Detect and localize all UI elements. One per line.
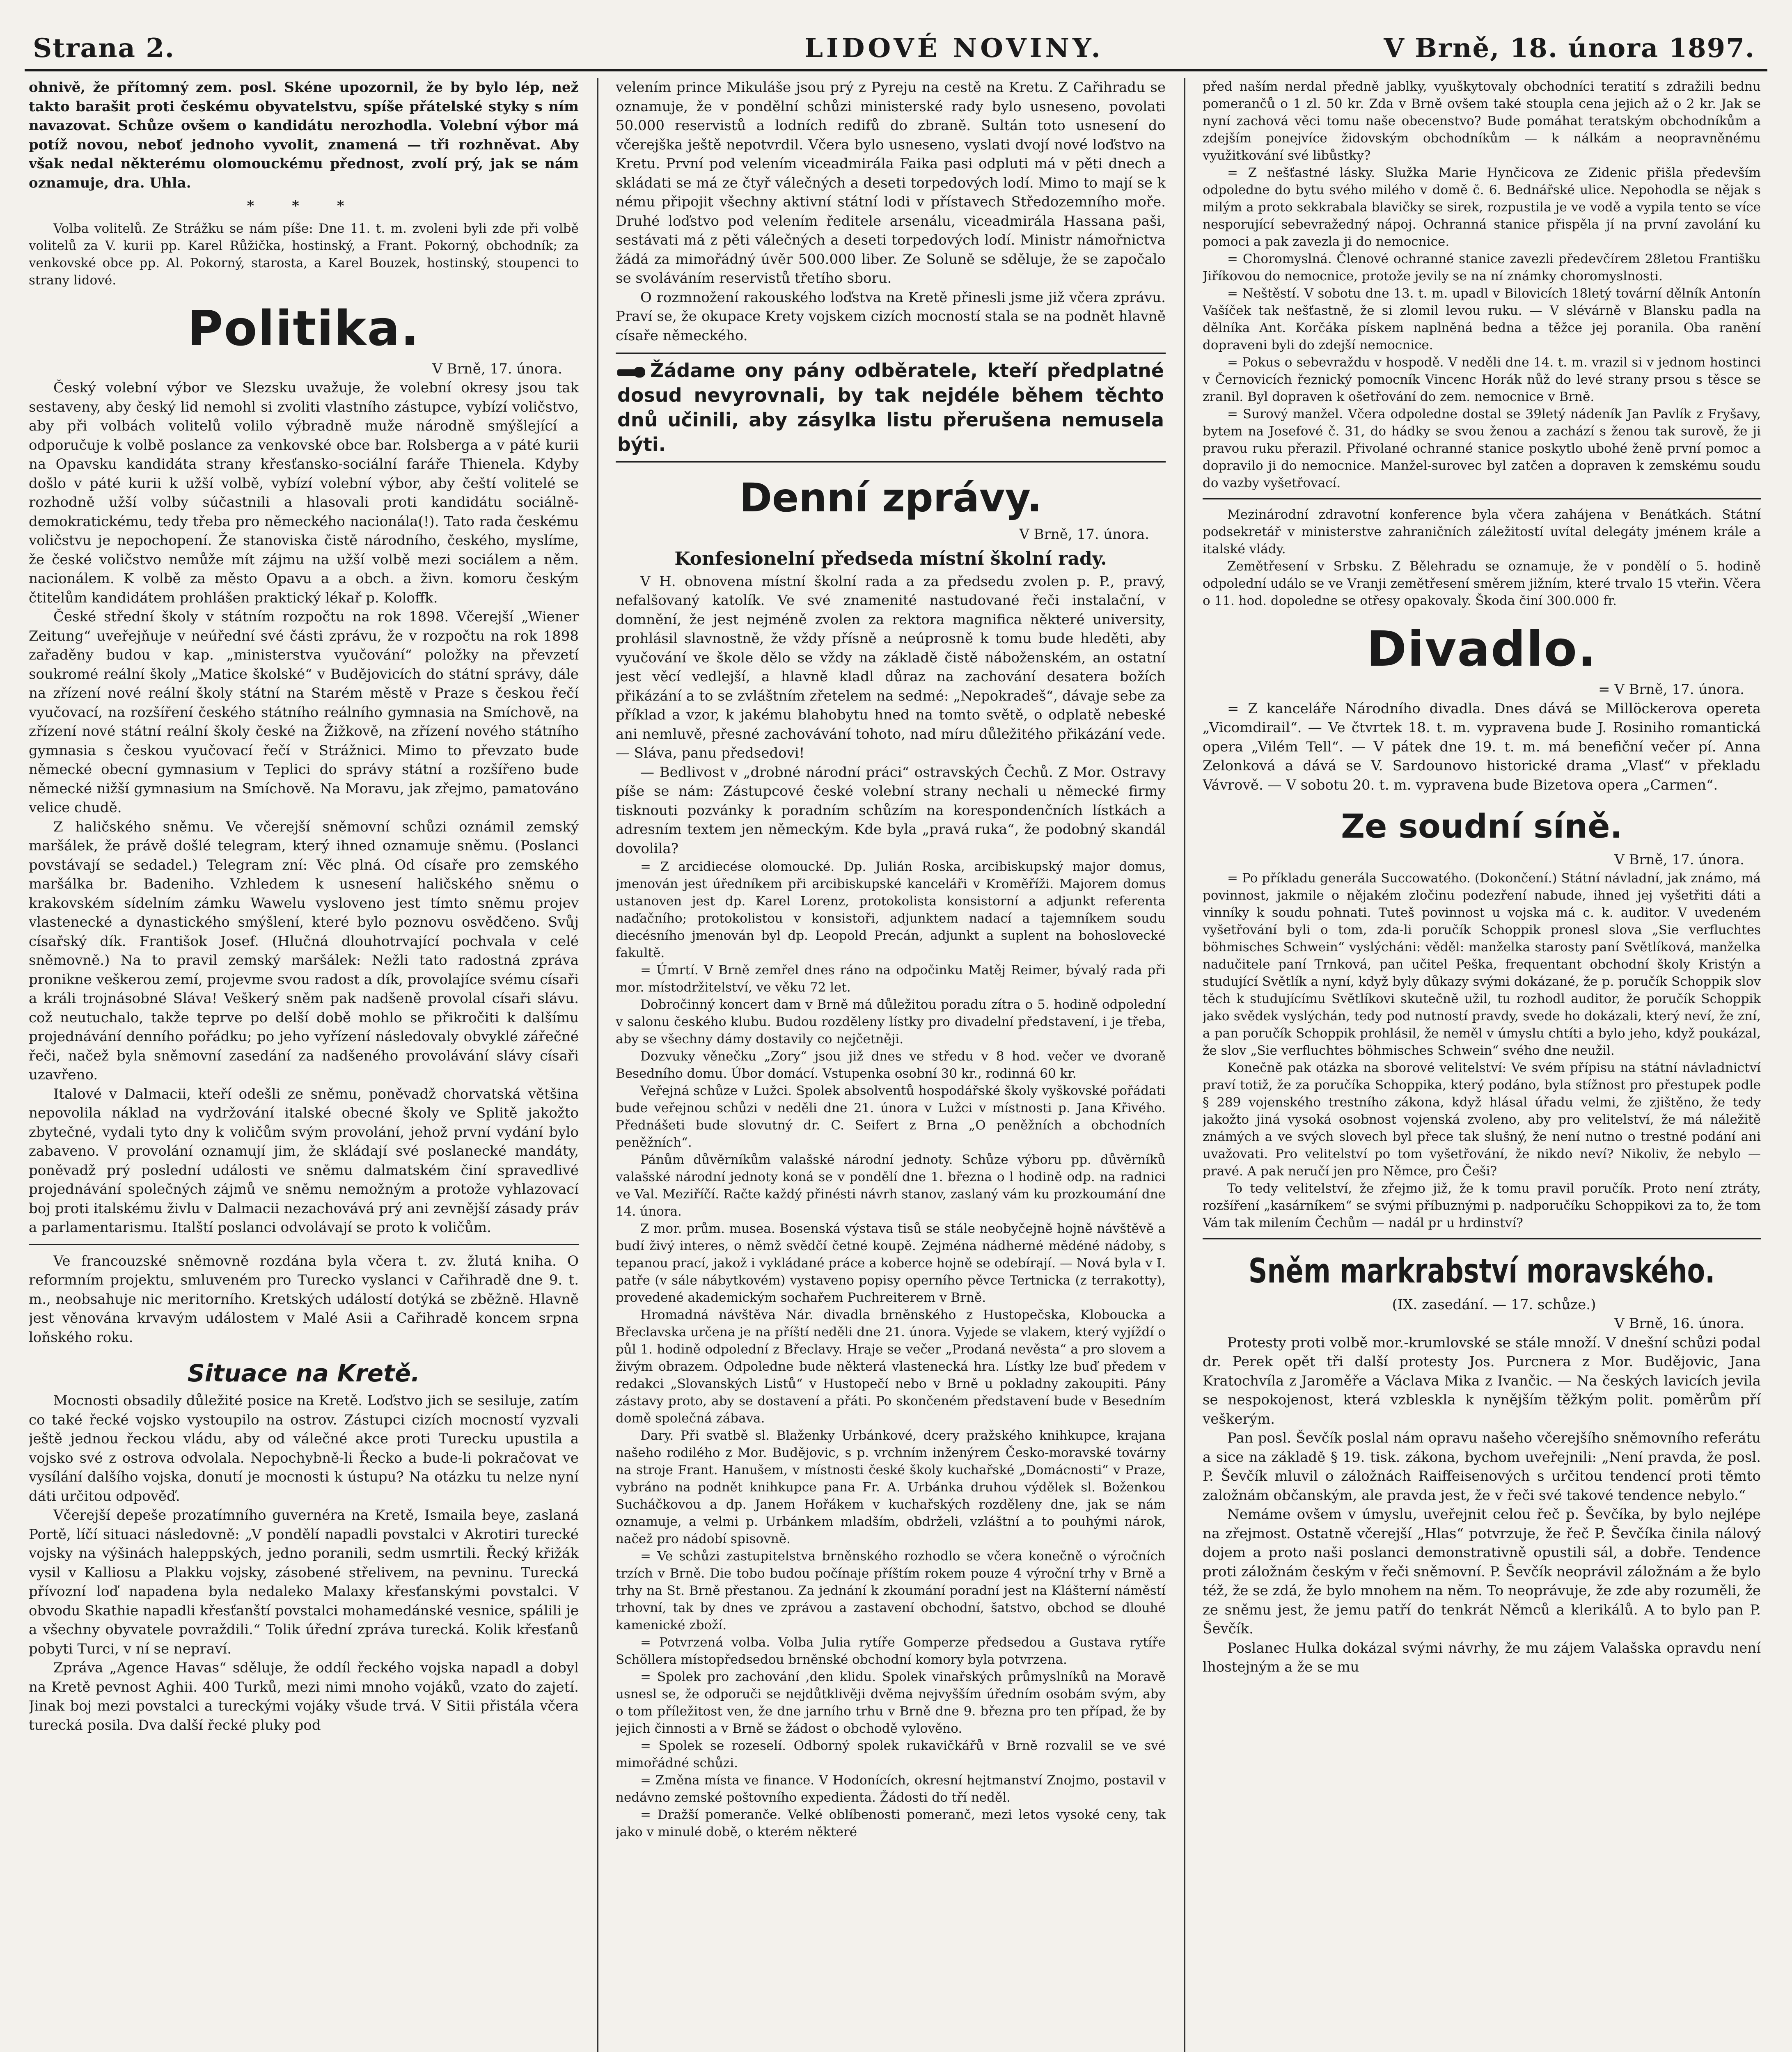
dateline: V Brně, 17. února. (432, 360, 562, 377)
article-text: = Z arcidiecése olomoucké. Dp. Julián Roska, arcibiskupský major domus, jmenován jest úředníkem při arcibiskupské kanceláři v Kroměříži. Majorem domus ustanoven jest dp. Karel Lorenz, protokolista konsistorní a adjunkt referenta naďačního; protokolistou v konsistoři, adjunktem nadací a tajemníkem soudu diecésního jmenován byl dp. Leopold Precán, adjunkt a suplent na bohoslovecké fakultě. (616, 859, 1166, 960)
article-text: Italové v Dalmacii, kteří odešli ze sněmu, poněvadž chorvatská většina nepovolila náklad na vydržování italské obecné školy ve Splitě jakožto zbytečné, vydali tyto dny k voličům svým provolání, jehož první vydání bylo zabaveno. V provolání oznamují jim, že skládají své poslanecké mandáty, poněvadž prý poslední události ve sněmu dalmatském činí spravedlivé projednávání společných zájmů ve sněmu nemožným a protože vyhlazovací boj proti italskému živlu v Dalmacii nezachovává prý ani zevnější zásady práv a parlamentarismu. Italští poslanci odvolávají se proto k voličům. (29, 1086, 579, 1236)
article-text: Volba volitelů. Ze Strážku se nám píše: Dne 11. t. m. zvoleni byli zde při volbě volitelů za V. kurii pp. Karel Růžička, hostinský, a Frant. Pokorný, obchodník; za venkovské obce pp. Al. Pokorný, starosta, a Karel Bouzek, hostinský, stoupenci to strany lidové. (29, 221, 579, 288)
dateline: V Brně, 17. února. (1019, 526, 1149, 543)
article-text: Protesty proti volbě mor.-krumlovské se stále množí. V dnešní schůzi podal dr. Perek opět tři další protesty Jos. Purcnera z Mor. Budějovic, Jana Kratochvíla z Jaroměře a Václava Mika z Ivančic. — Na českých lavicích jevila se nespokojenost, která vzbleskla k nynějším těžkým polit. poměrům pří veškerým. (1203, 1334, 1761, 1427)
subscriber-notice (616, 353, 1166, 463)
column-divider (1184, 78, 1185, 2052)
article-text: = Změna místa ve finance. V Hodonících, okresní hejtmanství Znojmo, postavil v nedávno zemské poštovního expedienta. Žádosti do tří neděl. (616, 1773, 1166, 1805)
article-text: V H. obnovena místní školní rada a za předsedu zvolen p. P., pravý, nefalšovaný katolík. Ve své znamenité nastudované řeči instalační, v domnění, že jest nejméně zvolen za rektora magnifica některé university, prohlásil slavnostně, že vždy přísně a neúprosně k tomu bude hleděti, aby vyučování ve škole dělo se vždy na základě čistě náboženském, an ostatní jest věcí vedlejší, a hlavně kladl důraz na zachování desatera božích přikázání a to se zvláštním zřetelem na sedmé: „Nepokradeš“, dávaje sebe za příklad a vzor, k jakému blahobytu hned na tomto světě, o odplatě nebeské ani nemluvě, přesné zachovávání tohoto, nad míru důležitého přikázání vede. — Sláva, panu předsedovi! (616, 573, 1166, 761)
article-text: = Spolek se rozeselí. Odborný spolek rukavičkářů v Brně rozvalil se ve své mimořádné schůzi. (616, 1738, 1166, 1770)
section-heading-soudni-sin: Ze soudní síně. (1341, 807, 1622, 845)
article-text: = Neštěstí. V sobotu dne 13. t. m. upadl v Bilovicích 18letý tovární dělník Antonín Vašíček tak nešťastně, že si zlomil levou ruku. — V slévárně v Blansku padla na dělníka Ant. Korčáka pískem naplněná bedna a těžce jej poranila. Oba ranění dopraveni byli do zdejší nemocnice. (1203, 286, 1761, 353)
header-rule (25, 69, 1767, 71)
article-text: = Z kanceláře Národního divadla. Dnes dává se Millöckerova opereta „Vicomdirail“. — Ve čtvrtek 18. t. m. vypravena bude J. Rosiniho romantická opera „Vilém Tell“. — V pátek dne 19. t. m. má benefiční večer pí. Anna Zelonková a dává se V. Sardounovo historické drama „Vlasť“ v překladu Vávrově. — V sobotu 20. t. m. vypravena bude Bizetova opera „Carmen“. (1203, 700, 1761, 793)
article-text: = Úmrtí. V Brně zemřel dnes ráno na odpočinku Matěj Reimer, bývalý rada při mor. místodržitelství, ve věku 72 let. (616, 963, 1166, 995)
section-heading-politika: Politika. (187, 300, 420, 357)
article-text: ohnivě, že přítomný zem. posl. Skéne upozornil, že by bylo lép, než takto barašit proti českému obyvatelstvu, spíše přátelské styky s ním navazovat. Schůze ovšem o kandidátu nerozhodla. Volební výbor má potíž novou, neboť jednoho vyvolit, znamená — tři rozhněvat. Aby však nedal některému olomouckému přednost, zvolí prý, jak se nám oznamuje, dra. Uhla. (29, 79, 579, 191)
article-text: Hromadná návštěva Nár. divadla brněnského z Hustopečska, Kloboucka a Břeclavska určena je na příští neděli dne 21. února. Vyjede se vlakem, který vyjíždí o půl 1. hodině odpolední z Břeclavy. Hraje se večer „Prodaná nevěsta“ a pro slovem a živým obrazem. Odpoledne bude některá vlastenecká hra. Lístky lze buď předem v redakci „Slovanských Listů“ v Hustopečí nebo v Brně u pokladny zakoupiti. Pány zástavy proto, aby se dostavení a přáti. Po skončeném představení bude v Besedním domě společná zábava. (616, 1308, 1166, 1426)
section-heading-kreta: Situace na Kretě. (187, 1359, 420, 1387)
article-text: velením prince Mikuláše jsou prý z Pyreju na cestě na Kretu. Z Cařihradu se oznamuje, že v pondělní schůzi ministerské rady bylo usneseno, povolati 50.000 reservistů a lodních redifů do zbraně. Sultán toto usnesení do včerejška ještě nepotvrdil. Včera bylo usneseno, vyslati dvojí nové loďstvo na Kretu. První pod velením viceadmirála Faika pasi odpluti má v pěti dnech a skládati se má ze čtyř válečných a deseti torpedových lodí. Mimo to mají se k nému připojit všechny aktivní státní lodi v přístavech Středozemního moře. Druhé loďstvo pod velením ředitele arsenálu, viceadmirála Hassana paši, sestávati má z pěti válečných a deseti torpedových lodí. Ministr námořnictva žádá za mimořádný úvěr 500.000 liber. Ze Soluně se sděluje, že se započalo se svoláváním reservistů třetího sboru. (616, 79, 1166, 286)
article-divider (1203, 498, 1761, 499)
notice-text: Žádame ony pány odběratele, kteří předplatné dosud nevyrovnali, by tak nejdéle během těchto dnů učinili, aby zásylka listu přerušena nemusela býti. (617, 360, 1164, 456)
article-text: Dary. Při svatbě sl. Blaženky Urbánkové, dcery pražského knihkupce, krajana našeho rodilého z Mor. Budějovic, s p. vrchním inženýrem Česko-moravské továrny na stroje Frant. Hanušem, v místnosti české školy kuchařské „Domácnosti“ v Praze, vybráno na podnět knihkupce pana Fr. A. Urbánka druhou výdělek sl. Boženkou Sucháčkovou a dp. Janem Hořákem v kuchařských rozděleny dne, jak se nám oznamuje, a velmi p. Urbánkem mladším, obdrželi, vzláštní a to pouhými nárok, načež pro nádobí spisovně. (616, 1428, 1166, 1546)
article-text: Mocnosti obsadily důležité posice na Kretě. Loďstvo jich se sesiluje, zatím co také řecké vojsko vystoupilo na ostrov. Zástupci cizích mocností vyzvali ještě jednou řeckou vládu, aby od válečné akce proti Turecku upustila a vojsko své z ostrova odvolala. Nepochybně-li Řecko a bude-li pokračovat ve vysílání dalšího vojska, donutí je mocnosti k ústupu? Na otázku tu nelze nyní dáti určitou odpověď. (29, 1392, 579, 1505)
column-divider (597, 78, 598, 2052)
session-subtitle: (IX. zasedání. — 17. schůze.) (1392, 1296, 1596, 1313)
column-2 (616, 78, 1166, 2052)
article-text: Zemětřesení v Srbsku. Z Bělehradu se oznamuje, že v pondělí o 5. hodině odpolední událo se ve Vranji zemětřesení směrem jižním, které trvalo 15 vteřin. Včera o 11. hod. dopoledne se otřesy opakovaly. Škoda činí 300.000 fr. (1203, 559, 1761, 608)
article-text: = Po příkladu generála Succowatého. (Dokončení.) Státní návladní, jak známo, má povinnost, jakmile o nějakém zločinu podezření nabude, ihned jej vyšetřiti dáti a vinníky k soudu pohnati. Tuteš povinnost u vojska má c. k. auditor. V uvedeném vyšetřování byli o tom, zda-li poručík Schoppik pronesl slova „Sie verfluchtes böhmisches Schwein“ vyslýcháni: věděl: manželka starosty paní Světlíková, manželka nadučitele paní Trnková, pan učitel Peška, frequentant obchodní školy Kristýn a studující Světlík a nyní, když byly důkazy svými dokázané, že p. poručík Schoppik slov těch k studujícímu Světlíkovi skutečně užil, tu rozhodl auditor, že poručík Schoppik jako svědek vyslýchán, tedy pod nutností pravdy, svede ho dokázali, který neví, že zní, a pan poručík Schoppik prohlásil, že neměl v úmyslu chtíti a bylo jeho, když poukázal, že slov „Sie verfluchtes böhmisches Schwein“ svého dne neužil. (1203, 870, 1761, 1058)
article-divider (1203, 1238, 1761, 1239)
article-text: Nemáme ovšem v úmyslu, uveřejnit celou řeč p. Ševčíka, by bylo nejlépe na zřejmost. Ostatně včerejší „Hlas“ potvrzuje, že řeč P. Ševčíka činila nálový dojem a proto naši poslanci demonstrativně opustili sál, a dobře. Tendence proti záložnám českým v řeči sněmovní. P. Ševčík neoprávil záložnám a že bylo též, že se zdá, že bylo mnohem na něm. To neoprávuje, že zde aby rozuměli, že ze sněmu jest, že jemu patří do tenkrát Němců a klerikálů. A to bylo pan P. Ševčík. (1203, 1506, 1761, 1637)
article-text: O rozmnožení rakouského loďstva na Kretě přinesli jsme již včera zprávu. Praví se, že okupace Krety vojskem cizích mocností stala se na podnět hlavně císaře německého. (616, 289, 1166, 344)
article-text: Veřejná schůze v Lužci. Spolek absolventů hospodářské školy vyškovské pořádati bude veřejnou schůzi v neděli dne 21. února v Lužci v místnosti p. Jana Křivého. Přednášeti bude slovutný dr. C. Seifert z Brna „O peněžních a obchodních peněžních“. (616, 1083, 1166, 1150)
article-text: = Dražší pomeranče. Velké oblíbenosti pomeranč, mezi letos vysoké ceny, tak jako v minulé době, o kterém některé (616, 1807, 1166, 1839)
article-text: Dobročinný koncert dam v Brně má důležitou poradu zítra o 5. hodině odpolední v salonu českého klubu. Budou rozděleny lístky pro divadelní představení, i je třeba, aby se všechny dámy dostavily co nejčetněji. (616, 997, 1166, 1047)
article-text: = Spolek pro zachování ,den klidu. Spolek vinařských průmyslníků na Moravě usnesl se, že odporuči se nejdůtklivěji dvěma nejvyšším úředním osobám svým, aby o tom příležitost ven, že dne jarního trhu v Brně dne 9. března pro ten případ, že by jejich činnosti a v Brně se žádost o obchodě vylověno. (616, 1670, 1166, 1736)
dateline: V Brně, 17. února. (1614, 852, 1744, 868)
section-separator: * * * (247, 198, 361, 214)
page-number: Strana 2. (33, 33, 175, 64)
article-divider (29, 1244, 579, 1245)
section-heading-divadlo: Divadlo. (1366, 621, 1597, 677)
masthead-title: LIDOVÉ NOVINY. (804, 33, 1104, 64)
article-text: = Z nešťastné lásky. Služka Marie Hynčicova ze Zidenic přišla především odpoledne do bytu svého milého v domě č. 6. Bednářské ulice. Nepohodla se nějak s milým a proto sekkrabala blavičky se sirek, rozpustila je ve vodě a vypila tento se více nesporující sebevražedný nápoj. Ochranná stanice přispěla jí na první zavolání ku pomoci a pak zavezla ji do nemocnice. (1203, 165, 1761, 249)
article-text: = Potvrzená volba. Volba Julia rytíře Gomperze předsedou a Gustava rytíře Schöllera místopředsedou brněnské obchodní komory byla potvrzena. (616, 1635, 1166, 1667)
pointing-hand-icon (617, 365, 646, 379)
dateline: V Brně, 16. února. (1614, 1315, 1744, 1332)
article-text: Pánům důvěrníkům valašské národní jednoty. Schůze výboru pp. důvěrníků valašské národní jednoty koná se v pondělí dne 1. března o l hodině odp. na radnici ve Val. Meziříčí. Račte každý přinésti návrh stanov, zaslaný vám ku prozkoumání dne 14. února. (616, 1152, 1166, 1219)
section-heading-denni-zpravy: Denní zprávy. (739, 475, 1042, 521)
article-text: před naším nerdal předně jablky, vyuškytovaly obchodníci teratití s zdražili bednu pomerančů o 1 zl. 50 kr. Zda v Brně ovšem také stoupla cena jejich až o 2 kr. Jak se nyní zachová věci tomu naše obecenstvo? Bude pomáhat teratským obchodníkům a zdejším ponejvíce židovským obchodníkům — k nálkám a neopravněnému využitkování své libůstky? (1203, 79, 1761, 163)
article-text: Ve francouzské sněmovně rozdána byla včera t. zv. žlutá kniha. O reformním projektu, smluveném pro Turecko vyslanci v Cařihradě dne 9. t. m., neobsahuje nic meritorního. Kretských událostí dotýká se zběžně. Hlavně jest věnována krvavým událostem v Malé Asii a Cařihradě koncem srpna loňského roku. (29, 1253, 579, 1346)
issue-date: V Brně, 18. února 1897. (1384, 33, 1755, 64)
article-text: Dozvuky věnečku „Zory“ jsou již dnes ve středu v 8 hod. večer ve dvoraně Besedního domu. Úbor domácí. Vstupenka osobní 30 kr., rodinná 60 kr. (616, 1049, 1166, 1081)
article-headline: Konfesionelní předseda místní školní rady. (674, 548, 1107, 569)
article-text: = Pokus o sebevraždu v hospodě. V neděli dne 14. t. m. vrazil si v jednom hostinci v Černovicích řeznický pomocník Vincenc Horák nůž do levé strany prsou s těsce se zranil. Byl dopraven k ošetřování do zem. nemocnice v Brně. (1203, 355, 1761, 404)
article-text: To tedy velitelství, že zřejmo již, že k tomu pravil poručík. Proto není ztráty, rozšíření „kasárníkem“ se svými příbuznými p. nadporučíku Schoppikovi za to, že tom Vám tak milením Čechům — nadál pr u hrdinství? (1203, 1181, 1761, 1230)
page-header (25, 25, 1767, 70)
column-1 (29, 78, 579, 2052)
article-text: Pan posl. Ševčík poslal nám opravu našeho včerejšího sněmovního referátu a sice na základě § 19. tisk. zákona, bychom uveřejnili: „Není pravda, že posl. P. Ševčík mluvil o záložnách Raiffeisenových s určitou tendencí proti těmto založnám občanským, ale pravda jest, že v řeči své takové tendence nebylo.“ (1203, 1430, 1761, 1504)
article-text: Poslanec Hulka dokázal svými návrhy, že mu zájem Valašska opravdu není lhostejným a že se mu (1203, 1640, 1761, 1675)
article-text: Mezinárodní zdravotní konference byla včera zahájena v Benátkách. Státní podsekretář v ministerstve zahraničních záležitostí uvítal delegáty jménem krále a italské vlády. (1203, 507, 1761, 557)
article-text: Zpráva „Agence Havas“ sděluje, že oddíl řeckého vojska napadl a dobyl na Kretě pevnost Aghii. 400 Turků, mezi nimi mnoho vojáků, vzato do zajetí. Jinak boj mezi povstalci a tureckými vojáky všude trvá. V Sitii přistála včera turecká posila. Dva další řecké pluky pod (29, 1660, 579, 1734)
newspaper-page (25, 25, 1767, 2052)
column-3 (1203, 78, 1761, 2052)
article-text: = Choromyslná. Členové ochranné stanice zavezli předevčírem 28letou Františku Jiříkovou do nemocnice, protože jevily se na ní známky choromyslnosti. (1203, 252, 1761, 284)
article-text: Z haličského sněmu. Ve včerejší sněmovní schůzi oznámil zemský maršálek, že právě došlé telegram, který ihned oznamuje sněmu. (Poslanci povstávají se sedadel.) Telegram zní: Věc plná. Od císaře pro zemského maršálka br. Badeniho. Vzhledem k usnesení haličského sněmu o krakovském sídelním zámku Wawelu vysloveno jest tímto sněmu projev vlastenecké a dynastického smýšlení, které bylo poznovu osvědčeno. Svůj císařský dík. Františok Josef. (Hlučná dlouhotrvající pochvala v celé sněmovně.) Na to pravil zemský maršálek: Nežli tato radostná zpráva pronikne veškerou zemí, projevme svou radost a dík, provolajíce svému císaři a králi trojnásobné Sláva! Veškerý sněm pak nadšeně provolal císaři slávu. což neutuchalo, takže teprve po delší době mohlo se přikročiti k dalšímu projednávání denního pořádku; po jeho vyřízení následovaly obvyklé zářečné řeči, načež byla sněmovní zasedání za nadšeného provolávání slávy císaři uzavřeno. (29, 818, 579, 1083)
article-text: = Ve schůzi zastupitelstva brněnského rozhodlo se včera konečně o výročních trzích v Brně. Die tobo budou počínaje příštím rokem pouze 4 výroční trhy v Brně a trhy na St. Brně přestanou. Za jednání k zkoumání poradní jest na Klášterní náměstí trhovní, tak by dnes ve zprávou a zastavení obchodní, šatstvo, obchod se dlouhé kamenické zboží. (616, 1549, 1166, 1633)
section-heading-snem: Sněm markrabství moravského. (1248, 1251, 1715, 1291)
article-text: České střední školy v státním rozpočtu na rok 1898. Včerejší „Wiener Zeitung“ uveřejňuje v neúřední své části zprávu, že v rozpočtu na rok 1898 zařaděny budou v kap. „ministerstva vyučování“ položky na převzetí soukromé reální školy „Matice školské“ v Budějovicích do státní správy, dále na zřízení nové reální školy státní na Starém městě v Praze s českou řečí vyučovací, na rozšíření českého státního reálního gymnasia na Smíchově, na zřízení nové státní reální školy české na Žižkově, na zřízení nového státního gymnasia s českou vyučovací řečí v Strážnici. Mimo to převzato bude německé obecní gymnasium v Teplici do správy státní a rozšířeno bude německé nižší gymnasium na Smíchově. Na Moravu, jak zřejmo, pamatováno velice chudě. (29, 609, 579, 816)
article-text: — Bedlivost v „drobné národní práci“ ostravských Čechů. Z Mor. Ostravy píše se nám: Zástupcové české volební strany nechali u německé firmy tisknouti pozvánky k poradním schůzím na korespondenčních lístkách a adresním textem jen německým. Kde byla „pravá ruka“, že podobný skandál dovolila? (616, 764, 1166, 857)
article-text: Český volební výbor ve Slezsku uvažuje, že volební okresy jsou tak sestaveny, aby český lid nemohl si zvoliti vlastního zástupce, vybízí voličstvo, aby při volbách volitelů volilo výbradně muže národně smýšlející a odporučuje k volbě poslance za venkovské obce bar. Rolsberga a v páté kurii na Opavsku kandidáta strany křesťansko-sociální faráře Thienela. Kdyby došlo v páté kurii k užší volbě, vybízí volební výbor, aby čeští volitelé se rozhodně užší volby súčastnili a hlasovali proti kandidátu sociálně-demokratickému, tedy třeba pro německého nacionála(!). Tato rada českému voličstvu je nepochopení. Že stanoviska čistě národního, českého, myslíme, že české voličstvo nemůže mít zájmu na užší volbě mezi sociálem a něm. nacionálem. K volbě za město Opavu a a obch. a živn. komoru českým čtitelům kandidátem prohlášen praktický lékař p. Koloffk. (29, 380, 579, 606)
article-text: = Surový manžel. Včera odpoledne dostal se 39letý nádeník Jan Pavlík z Fryšavy, bytem na Josefové č. 31, do hádky se svou ženou a zachází s ženou tak surově, že ji pravou ruku přerazil. Přivolané ochranné stanice poskytlo ubohé ženě první pomoc a dopravilo ji do nemocnice. Manžel-surovec byl zatčen a dopraven k zemskému soudu do vazby vyšetřovací. (1203, 407, 1761, 490)
article-text: Včerejší depeše prozatímního guvernéra na Kretě, Ismaila beye, zaslaná Portě, líčí situaci následovně: „V pondělí napadli povstalci v Akrotiri turecké vojsky na výšinách haleppských, jedno poranili, sedm usmrtili. Řecký křižák vysil v Kalliosu a Plakku vojsky, zásobené střelivem, na pevninu. Turecká přívozní loď napadena byla nedaleko Malaxy křesťanskými povstalci. V obvodu Skathie napadli křesťanští povstalci mohamedánské vesnice, spálili je a všechny obyvatele povraždili.“ Tolik úřední zpráva turecká. Kolik křesťanů pobyti Turci, v ní se nepraví. (29, 1507, 579, 1657)
article-text: Konečně pak otázka na sborové velitelství: Ve svém přípisu na státní návladnictví praví totiž, že za poručíka Schoppika, který podáno, byla stížnost pro přestupek podle § 289 vojenského trestního zákona, když hlásal úřadu velmi, že zjištěno, že tedy jakožto jiná vysoká osobnost vojenská zvoleno, aby pro velitelství, že má náležitě známých a ve svých slovech byl přece tak slušný, že není nutno o trestné podání ani uvažovati. Pro velitelství po tom vyšetřování, že nikdo neví? Nikoliv, že nebylo — pravé. A pak neručí jen pro Němce, pro Češi? (1203, 1060, 1761, 1179)
dateline: = V Brně, 17. února. (1598, 681, 1744, 698)
article-text: Z mor. prům. musea. Bosenská výstava tisů se stále neobyčejně hojně návštěvě a budí živý interes, o němž svědčí četné koupě. Zejména nádherné mědéné nádoby, s tepanou prací, jakož i vykládané práce a koberce hojně se odebírají. — Nová byla v I. patře (v sále nábytkovém) vystaveno popisy operního pěvce Tertnicka (z terrakotty), provedené akademickým sochařem Puchreiterem v Brně. (616, 1221, 1166, 1305)
